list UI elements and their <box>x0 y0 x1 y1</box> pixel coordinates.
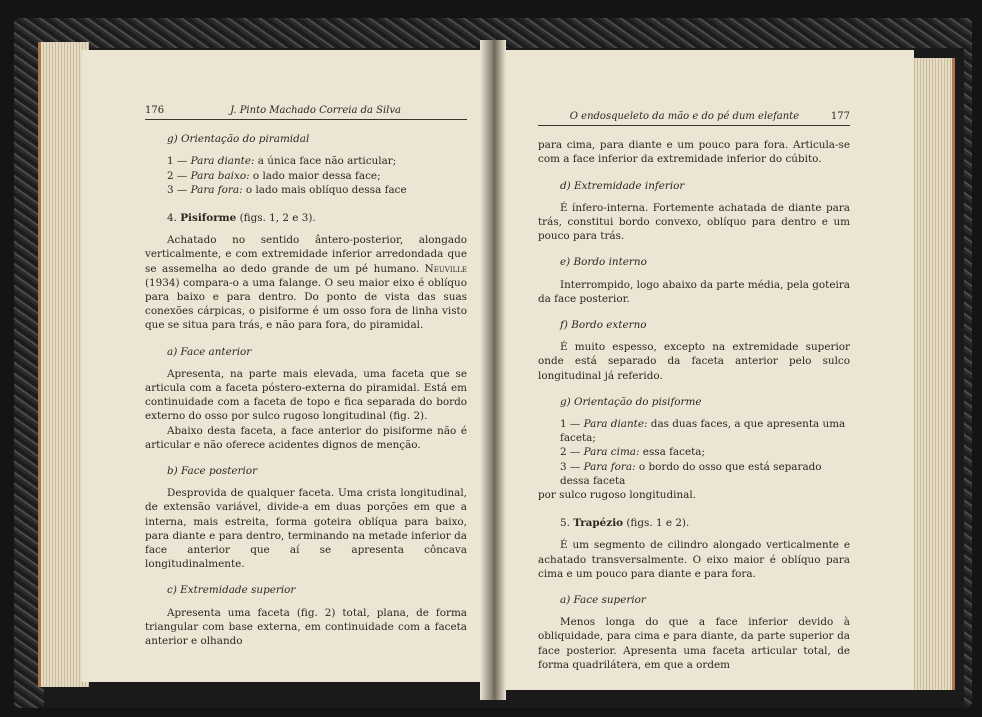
paragraph: Abaixo desta faceta, a face anterior do pisiforme não é articular e não oferece acidentes dignos de menção. <box>145 424 467 451</box>
paragraph: Interrompido, logo abaixo da parte média, pela goteira da face posterior. <box>538 278 850 305</box>
list-item: 2 — Para baixo: o lado maior dessa face; <box>167 169 381 182</box>
section-heading: 4. Pisiforme (figs. 1, 2 e 3). <box>167 212 316 225</box>
paragraph: para cima, para diante e um pouco para fora. Articula-se com a face inferior da extremidade inferior do cúbito. <box>538 139 850 166</box>
paragraph: por sulco rugoso longitudinal. <box>538 489 696 502</box>
left-page <box>82 50 490 682</box>
subheading: c) Extremidade superior <box>167 584 296 597</box>
list-item: 3 — Para fora: o bordo do osso que está separado dessa faceta <box>560 460 822 487</box>
subheading: a) Face superior <box>560 594 646 607</box>
subheading: f) Bordo externo <box>560 319 647 332</box>
page-number: 177 <box>830 111 850 122</box>
paragraph: Achatado no sentido ântero-posterior, alongado verticalmente, e com extremidade inferior arredondada que se assemelha ao dedo grande de um pé humano. Neuville (1934) compara-o a uma falange. O seu maior eixo é oblíquo para baixo e para dentro. Do ponto de vista das suas conexões cárpicas, o pisiforme é um osso fora de linha visto que se situa para trás, e não para fora, do piramidal. <box>145 234 467 332</box>
subheading: g) Orientação do piramidal <box>167 133 310 146</box>
subheading: g) Orientação do pisiforme <box>560 395 702 408</box>
subheading: e) Bordo interno <box>560 256 647 269</box>
list-item: 1 — Para diante: das duas faces, a que apresenta uma faceta; <box>560 418 846 445</box>
subheading: a) Face anterior <box>167 345 252 358</box>
running-head-right <box>538 110 850 126</box>
list-item: 3 — Para fora: o lado mais oblíquo dessa face <box>167 183 407 196</box>
paragraph: É ínfero-interna. Fortemente achatada de diante para trás, constitui bordo convexo, oblíquo para dentro e um pouco para trás. <box>538 201 850 243</box>
subheading: b) Face posterior <box>167 465 258 478</box>
list-item: 2 — Para cima: essa faceta; <box>560 446 705 459</box>
running-head-left <box>145 104 467 120</box>
right-page <box>496 50 914 690</box>
running-title: J. Pinto Machado Correia da Silva <box>230 105 401 116</box>
paragraph: Apresenta, na parte mais elevada, uma faceta que se articula com a faceta póstero-externa do piramidal. Está em continuidade com a faceta de topo e fica separada do bordo externo do osso por sulco rugoso longitudinal (fig. 2). <box>145 367 467 423</box>
section-heading: 5. Trapézio (figs. 1 e 2). <box>560 517 690 530</box>
subheading: d) Extremidade inferior <box>560 179 685 192</box>
paragraph: Desprovida de qualquer faceta. Uma crista longitudinal, de extensão variável, divide-a em duas porções em que a interna, mais estreita, forma goteira oblíqua para baixo, para diante e para dentro, terminando na metade inferior da face anterior que aí se apresenta côncava longitudinalmente. <box>145 487 467 571</box>
paragraph: Menos longa do que a face inferior devido à obliquidade, para cima e para diante, da parte superior da face posterior. Apresenta uma faceta articular total, de forma quadrilátera, em que a ordem <box>538 616 850 671</box>
page-edges-right <box>912 58 955 690</box>
running-title: O endosqueleto da mão e do pé dum elefante <box>569 111 800 122</box>
book-gutter <box>480 40 506 700</box>
list-item: 1 — Para diante: a única face não articular; <box>167 155 397 168</box>
paragraph: Apresenta uma faceta (fig. 2) total, plana, de forma triangular com base externa, em continuidade com a faceta anterior e olhando <box>145 606 467 648</box>
paragraph: É um segmento de cilindro alongado verticalmente e achatado transversalmente. O eixo maior é oblíquo para cima e um pouco para diante e para fora. <box>538 539 850 580</box>
paragraph: É muito espesso, excepto na extremidade superior onde está separado da faceta anterior pelo sulco longitudinal já referido. <box>538 341 850 382</box>
page-number: 176 <box>145 105 165 116</box>
